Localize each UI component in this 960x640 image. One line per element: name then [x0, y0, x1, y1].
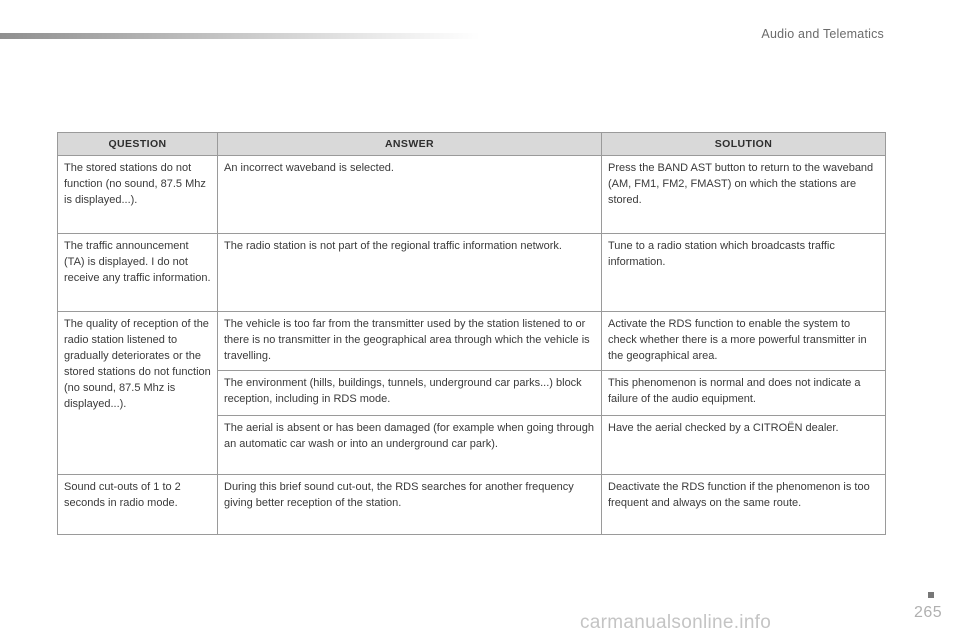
- solution-column-header: SOLUTION: [602, 133, 886, 156]
- watermark: carmanualsonline.info: [580, 612, 772, 633]
- answer-cell: The aerial is absent or has been damaged (for example when going through an automatic car wash or into an underground car park).: [218, 416, 602, 475]
- table-row: [58, 234, 886, 312]
- table-header-row: [58, 133, 886, 156]
- question-column-header: QUESTION: [58, 133, 218, 156]
- answer-cell: The vehicle is too far from the transmitter used by the station listened to or there is no transmitter in the geographical area through which the vehicle is travelling.: [218, 312, 602, 371]
- answer-cell: The environment (hills, buildings, tunnels, underground car parks...) block reception, including in RDS mode.: [218, 371, 602, 416]
- table-row: [58, 312, 886, 371]
- solution-cell: This phenomenon is normal and does not indicate a failure of the audio equipment.: [602, 371, 886, 416]
- question-cell: The stored stations do not function (no sound, 87.5 Mhz is displayed...).: [58, 156, 218, 234]
- question-cell: Sound cut-outs of 1 to 2 seconds in radio mode.: [58, 475, 218, 535]
- question-cell: The quality of reception of the radio station listened to gradually deteriorates or the stored stations do not function (no sound, 87.5 Mhz is displayed...).: [58, 312, 218, 475]
- section-title: Audio and Telematics: [761, 27, 884, 41]
- solution-cell: Press the BAND AST button to return to the waveband (AM, FM1, FM2, FMAST) on which the stations are stored.: [602, 156, 886, 234]
- answer-cell: During this brief sound cut-out, the RDS searches for another frequency giving better reception of the station.: [218, 475, 602, 535]
- answer-cell: The radio station is not part of the regional traffic information network.: [218, 234, 602, 312]
- faq-table: [57, 132, 886, 535]
- page-number: 265: [914, 604, 943, 621]
- solution-cell: Activate the RDS function to enable the system to check whether there is a more powerful transmitter in the geographical area.: [602, 312, 886, 371]
- solution-cell: Deactivate the RDS function if the phenomenon is too frequent and always on the same route.: [602, 475, 886, 535]
- header-gradient-bar: [0, 33, 480, 39]
- page-marker-icon: [928, 592, 934, 598]
- solution-cell: Tune to a radio station which broadcasts traffic information.: [602, 234, 886, 312]
- table-row: [58, 156, 886, 234]
- answer-cell: An incorrect waveband is selected.: [218, 156, 602, 234]
- question-cell: The traffic announcement (TA) is displayed. I do not receive any traffic information.: [58, 234, 218, 312]
- solution-cell: Have the aerial checked by a CITROËN dealer.: [602, 416, 886, 475]
- answer-column-header: ANSWER: [218, 133, 602, 156]
- table-row: [58, 475, 886, 535]
